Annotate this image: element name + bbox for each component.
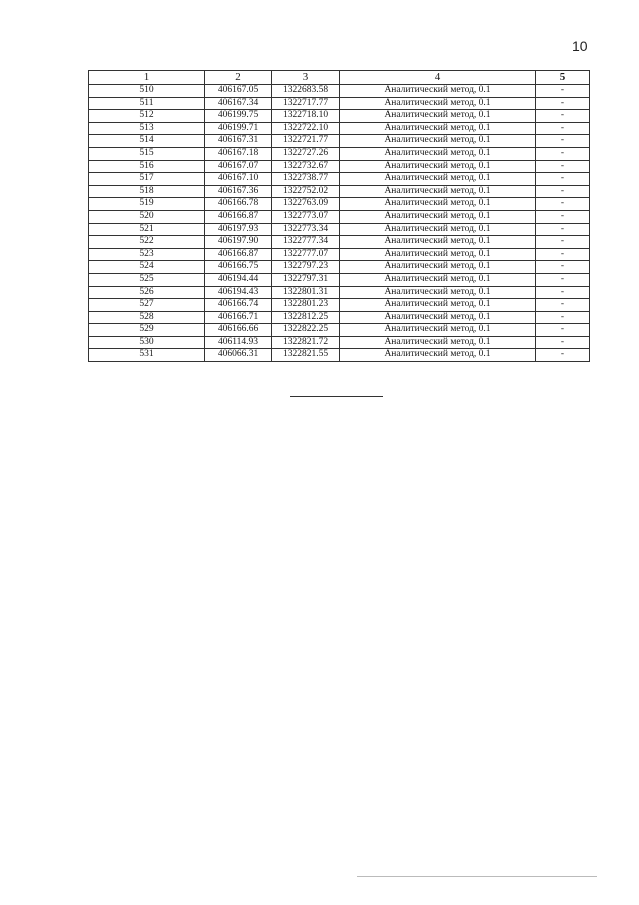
cell-point-number: 527 [89, 299, 205, 312]
cell-description: - [536, 185, 590, 198]
cell-x: 406167.07 [205, 160, 272, 173]
table-row [89, 286, 590, 299]
cell-y: 1322722.10 [272, 122, 340, 135]
cell-y: 1322777.07 [272, 248, 340, 261]
cell-method: Аналитический метод, 0.1 [340, 135, 536, 148]
cell-x: 406114.93 [205, 336, 272, 349]
table-row [89, 85, 590, 98]
cell-x: 406167.18 [205, 147, 272, 160]
cell-description: - [536, 198, 590, 211]
cell-description: - [536, 236, 590, 249]
cell-point-number: 513 [89, 122, 205, 135]
cell-description: - [536, 311, 590, 324]
cell-y: 1322801.31 [272, 286, 340, 299]
coordinates-table [88, 70, 590, 362]
cell-description: - [536, 135, 590, 148]
cell-y: 1322773.07 [272, 210, 340, 223]
cell-point-number: 521 [89, 223, 205, 236]
header-cell-description: 5 [536, 71, 590, 85]
table-row [89, 210, 590, 223]
cell-y: 1322821.72 [272, 336, 340, 349]
table-row [89, 336, 590, 349]
cell-method: Аналитический метод, 0.1 [340, 97, 536, 110]
cell-description: - [536, 210, 590, 223]
cell-x: 406166.75 [205, 261, 272, 274]
cell-point-number: 526 [89, 286, 205, 299]
cell-point-number: 518 [89, 185, 205, 198]
cell-x: 406199.75 [205, 110, 272, 123]
cell-y: 1322721.77 [272, 135, 340, 148]
cell-description: - [536, 223, 590, 236]
cell-y: 1322718.10 [272, 110, 340, 123]
table-row [89, 110, 590, 123]
cell-method: Аналитический метод, 0.1 [340, 311, 536, 324]
cell-method: Аналитический метод, 0.1 [340, 198, 536, 211]
cell-method: Аналитический метод, 0.1 [340, 236, 536, 249]
cell-method: Аналитический метод, 0.1 [340, 147, 536, 160]
cell-description: - [536, 160, 590, 173]
cell-y: 1322683.58 [272, 85, 340, 98]
table-row [89, 248, 590, 261]
cell-point-number: 523 [89, 248, 205, 261]
cell-point-number: 531 [89, 349, 205, 362]
cell-x: 406194.43 [205, 286, 272, 299]
cell-method: Аналитический метод, 0.1 [340, 122, 536, 135]
table-row [89, 173, 590, 186]
table-header [89, 71, 590, 85]
cell-y: 1322763.09 [272, 198, 340, 211]
cell-y: 1322801.23 [272, 299, 340, 312]
cell-y: 1322738.77 [272, 173, 340, 186]
cell-description: - [536, 110, 590, 123]
header-row [89, 71, 590, 85]
cell-y: 1322773.34 [272, 223, 340, 236]
cell-x: 406066.31 [205, 349, 272, 362]
cell-point-number: 522 [89, 236, 205, 249]
cell-description: - [536, 349, 590, 362]
table-row [89, 273, 590, 286]
footer-line [357, 876, 597, 877]
cell-x: 406167.05 [205, 85, 272, 98]
cell-point-number: 510 [89, 85, 205, 98]
cell-description: - [536, 273, 590, 286]
page-number: 10 [572, 38, 588, 54]
cell-x: 406166.74 [205, 299, 272, 312]
cell-y: 1322812.25 [272, 311, 340, 324]
cell-method: Аналитический метод, 0.1 [340, 273, 536, 286]
cell-y: 1322752.02 [272, 185, 340, 198]
table-row [89, 236, 590, 249]
cell-point-number: 519 [89, 198, 205, 211]
cell-point-number: 515 [89, 147, 205, 160]
cell-x: 406167.10 [205, 173, 272, 186]
cell-y: 1322732.67 [272, 160, 340, 173]
cell-method: Аналитический метод, 0.1 [340, 223, 536, 236]
cell-x: 406167.31 [205, 135, 272, 148]
cell-point-number: 528 [89, 311, 205, 324]
cell-x: 406167.34 [205, 97, 272, 110]
cell-y: 1322727.26 [272, 147, 340, 160]
cell-x: 406199.71 [205, 122, 272, 135]
cell-point-number: 516 [89, 160, 205, 173]
cell-description: - [536, 248, 590, 261]
cell-x: 406166.87 [205, 248, 272, 261]
cell-description: - [536, 336, 590, 349]
cell-method: Аналитический метод, 0.1 [340, 299, 536, 312]
table-row [89, 198, 590, 211]
table-row [89, 261, 590, 274]
cell-description: - [536, 85, 590, 98]
cell-method: Аналитический метод, 0.1 [340, 248, 536, 261]
cell-method: Аналитический метод, 0.1 [340, 173, 536, 186]
table-row [89, 324, 590, 337]
table-row [89, 299, 590, 312]
table-row [89, 135, 590, 148]
cell-x: 406197.90 [205, 236, 272, 249]
cell-description: - [536, 286, 590, 299]
cell-method: Аналитический метод, 0.1 [340, 324, 536, 337]
table-body [89, 85, 590, 362]
cell-method: Аналитический метод, 0.1 [340, 286, 536, 299]
cell-method: Аналитический метод, 0.1 [340, 261, 536, 274]
cell-y: 1322777.34 [272, 236, 340, 249]
cell-x: 406197.93 [205, 223, 272, 236]
table-row [89, 160, 590, 173]
cell-x: 406194.44 [205, 273, 272, 286]
table-row [89, 349, 590, 362]
table-row [89, 97, 590, 110]
header-cell-method: 4 [340, 71, 536, 85]
cell-description: - [536, 122, 590, 135]
cell-description: - [536, 97, 590, 110]
header-cell-point-number: 1 [89, 71, 205, 85]
cell-description: - [536, 299, 590, 312]
end-divider-line [290, 396, 383, 397]
table-row [89, 185, 590, 198]
table-row [89, 223, 590, 236]
cell-method: Аналитический метод, 0.1 [340, 349, 536, 362]
cell-point-number: 512 [89, 110, 205, 123]
cell-y: 1322717.77 [272, 97, 340, 110]
cell-method: Аналитический метод, 0.1 [340, 85, 536, 98]
cell-y: 1322822.25 [272, 324, 340, 337]
cell-x: 406166.66 [205, 324, 272, 337]
cell-method: Аналитический метод, 0.1 [340, 210, 536, 223]
cell-description: - [536, 261, 590, 274]
cell-y: 1322821.55 [272, 349, 340, 362]
cell-description: - [536, 147, 590, 160]
header-cell-y: 3 [272, 71, 340, 85]
cell-method: Аналитический метод, 0.1 [340, 160, 536, 173]
cell-x: 406166.78 [205, 198, 272, 211]
cell-point-number: 525 [89, 273, 205, 286]
cell-method: Аналитический метод, 0.1 [340, 185, 536, 198]
cell-point-number: 520 [89, 210, 205, 223]
table-row [89, 122, 590, 135]
cell-x: 406167.36 [205, 185, 272, 198]
cell-description: - [536, 173, 590, 186]
table-row [89, 311, 590, 324]
header-cell-x: 2 [205, 71, 272, 85]
table-row [89, 147, 590, 160]
cell-y: 1322797.23 [272, 261, 340, 274]
cell-description: - [536, 324, 590, 337]
cell-point-number: 517 [89, 173, 205, 186]
cell-x: 406166.71 [205, 311, 272, 324]
cell-point-number: 530 [89, 336, 205, 349]
cell-y: 1322797.31 [272, 273, 340, 286]
cell-point-number: 524 [89, 261, 205, 274]
cell-point-number: 529 [89, 324, 205, 337]
cell-point-number: 514 [89, 135, 205, 148]
cell-method: Аналитический метод, 0.1 [340, 110, 536, 123]
cell-method: Аналитический метод, 0.1 [340, 336, 536, 349]
cell-point-number: 511 [89, 97, 205, 110]
cell-x: 406166.87 [205, 210, 272, 223]
